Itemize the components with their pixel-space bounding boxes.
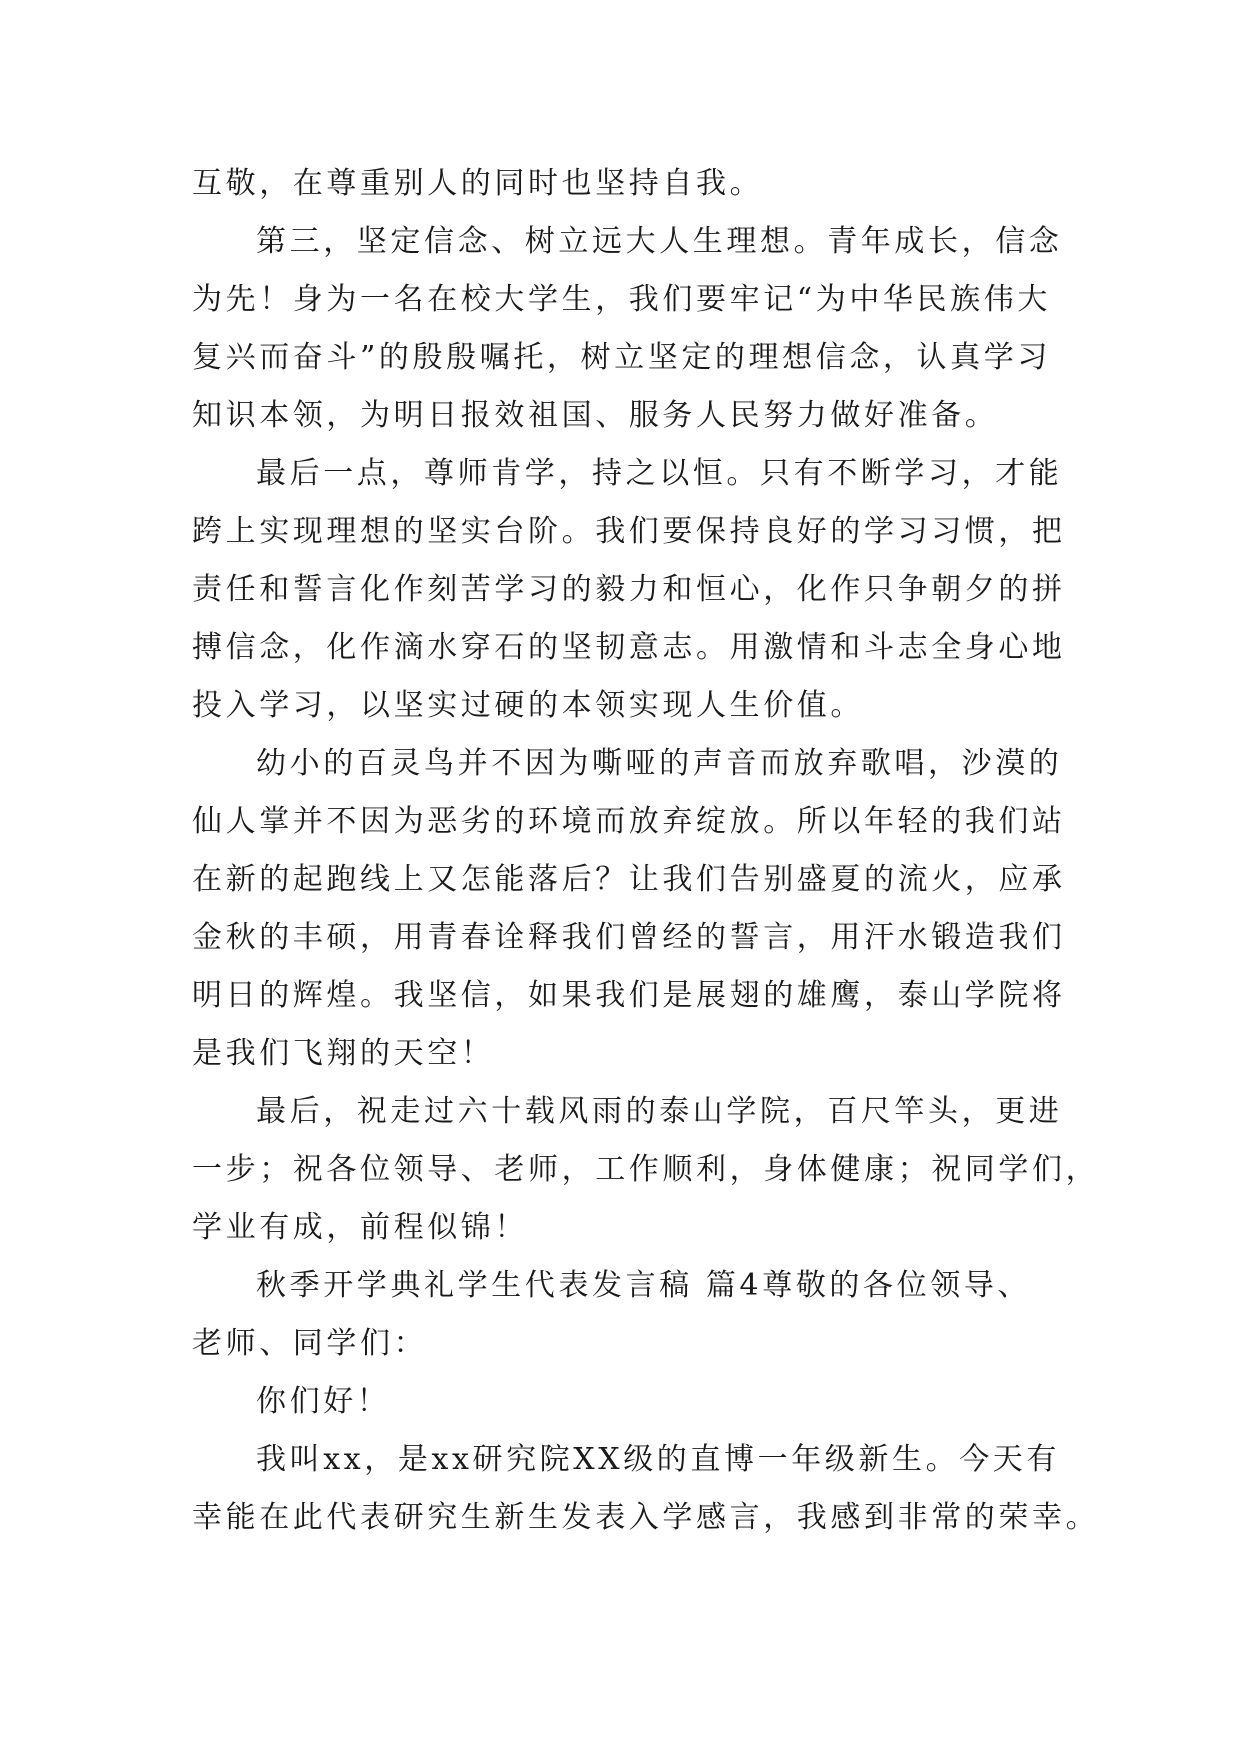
text-line: 搏信念，化作滴水穿石的坚韧意志。用激情和斗志全身心地: [192, 630, 1066, 665]
document-body: [192, 155, 1100, 1547]
text-line: 仙人掌并不因为恶劣的环境而放弃绽放。所以年轻的我们站: [192, 804, 1066, 839]
text-line: 跨上实现理想的坚实台阶。我们要保持良好的学习习惯，把: [192, 514, 1066, 549]
text-line: 复兴而奋斗”的殷殷嘱托，树立坚定的理想信念，认真学习: [192, 340, 1051, 375]
text-line: 最后，祝走过六十载风雨的泰山学院，百尺竿头，更进: [256, 1094, 1063, 1129]
text-line: 秋季开学典礼学生代表发言稿 篇4尊敬的各位领导、: [256, 1268, 1032, 1303]
text-line: 最后一点，尊师肯学，持之以恒。只有不断学习，才能: [256, 456, 1063, 491]
text-line: 我叫xx，是xx研究院XX级的直博一年级新生。今天有: [256, 1442, 1060, 1477]
text-line: 为先！身为一名在校大学生，我们要牢记“为中华民族伟大: [192, 282, 1051, 317]
text-line: 你们好！: [256, 1384, 391, 1419]
text-line: 老师、同学们：: [192, 1326, 428, 1361]
text-line: 学业有成，前程似锦！: [192, 1210, 528, 1245]
text-line: 责任和誓言化作刻苦学习的毅力和恒心，化作只争朝夕的拼: [192, 572, 1066, 607]
text-line: 投入学习，以坚实过硬的本领实现人生价值。: [192, 688, 864, 723]
text-line: 知识本领，为明日报效祖国、服务人民努力做好准备。: [192, 398, 999, 433]
text-line: 第三，坚定信念、树立远大人生理想。青年成长，信念: [256, 224, 1063, 259]
text-line: 明日的辉煌。我坚信，如果我们是展翅的雄鹰，泰山学院将: [192, 978, 1066, 1013]
text-line: 互敬，在尊重别人的同时也坚持自我。: [192, 166, 764, 201]
text-line: 一步；祝各位领导、老师，工作顺利，身体健康；祝同学们，: [192, 1152, 1100, 1187]
text-line: 金秋的丰硕，用青春诠释我们曾经的誓言，用汗水锻造我们: [192, 920, 1066, 955]
text-line: 在新的起跑线上又怎能落后？让我们告别盛夏的流火，应承: [192, 862, 1066, 897]
text-line: 是我们飞翔的天空！: [192, 1036, 495, 1071]
text-line: 幸能在此代表研究生新生发表入学感言，我感到非常的荣幸。: [192, 1500, 1100, 1535]
text-line: 幼小的百灵鸟并不因为嘶哑的声音而放弃歌唱，沙漠的: [256, 746, 1063, 781]
